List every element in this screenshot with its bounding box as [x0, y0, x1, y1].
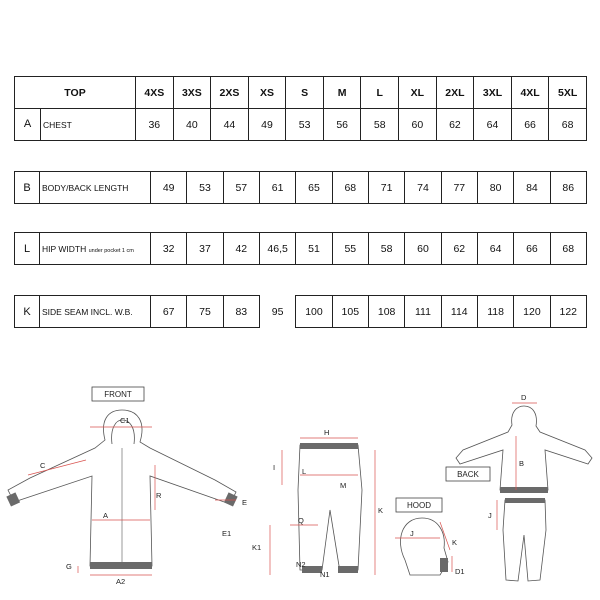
hood-label: HOOD — [407, 501, 431, 510]
table-row-body-length — [14, 171, 587, 204]
table-cell: 49 — [248, 109, 286, 141]
back-trousers-figure — [488, 498, 546, 581]
mark-c1: C1 — [120, 416, 130, 425]
size-col-5xl: 5XL — [549, 77, 587, 109]
table-cell: 62 — [436, 109, 474, 141]
back-label: BACK — [457, 470, 479, 479]
size-col-4xl: 4XL — [511, 77, 549, 109]
table-cell: 62 — [441, 233, 477, 265]
table-cell: 68 — [549, 109, 587, 141]
size-col-l: L — [361, 77, 399, 109]
table-cell: 60 — [405, 233, 441, 265]
table-cell: 58 — [368, 233, 404, 265]
table-cell: 51 — [296, 233, 332, 265]
table-cell: 57 — [223, 172, 259, 204]
trousers-figure — [252, 428, 383, 579]
size-col-xs: XS — [248, 77, 286, 109]
table-row-side-seam — [14, 295, 587, 328]
mark-n2: N2 — [296, 560, 306, 569]
mark-hood-k: K — [452, 538, 458, 547]
mark-i: I — [273, 463, 276, 472]
table-cell: 122 — [550, 296, 586, 328]
table-cell: 37 — [187, 233, 223, 265]
mark-r: R — [156, 491, 162, 500]
mark-m: M — [340, 481, 347, 490]
row-letter: B — [15, 172, 40, 204]
mark-k1: K1 — [252, 543, 262, 552]
mark-j: J — [488, 511, 492, 520]
table-cell: 66 — [514, 233, 550, 265]
row-letter: K — [15, 296, 40, 328]
table-cell: 55 — [332, 233, 368, 265]
table-cell: 58 — [361, 109, 399, 141]
mark-g: G — [66, 562, 72, 571]
table-cell: 83 — [223, 296, 259, 328]
mark-a2: A2 — [116, 577, 126, 586]
table-cell: 68 — [550, 233, 586, 265]
table-title: TOP — [15, 77, 136, 109]
table-cell: 36 — [136, 109, 174, 141]
table-cell: 44 — [211, 109, 249, 141]
table-cell: 42 — [223, 233, 259, 265]
table-cell: 61 — [259, 172, 295, 204]
table-cell: 67 — [151, 296, 187, 328]
hoodie-front-figure — [6, 410, 247, 586]
table-cell: 95 — [271, 305, 284, 318]
size-col-3xl: 3XL — [474, 77, 512, 109]
mark-hood-j: J — [410, 529, 414, 538]
table-row-hip-width — [14, 232, 587, 265]
garment-measurement-diagram — [0, 370, 600, 600]
table-cell: 80 — [477, 172, 513, 204]
row-letter: A — [15, 109, 41, 140]
table-cell: 105 — [332, 296, 368, 328]
table-cell: 86 — [550, 172, 586, 204]
table-cell: 56 — [323, 109, 361, 141]
row-letter: L — [15, 233, 40, 265]
row-label-note: under pocket 1 cm — [88, 247, 134, 254]
mark-c: C — [40, 461, 46, 470]
size-col-2xs: 2XS — [211, 77, 249, 109]
size-header-table — [14, 76, 587, 141]
table-cell: 120 — [514, 296, 550, 328]
mark-k: K — [378, 506, 384, 515]
table-cell: 77 — [441, 172, 477, 204]
table-cell: 64 — [474, 109, 512, 141]
table-cell: 46,5 — [259, 233, 295, 265]
mark-e1: E1 — [222, 529, 232, 538]
table-cell: 100 — [296, 296, 332, 328]
table-cell: 40 — [173, 109, 211, 141]
table-cell: 32 — [151, 233, 187, 265]
table-cell: 71 — [368, 172, 404, 204]
row-label: CHEST — [43, 119, 72, 130]
table-cell: 75 — [187, 296, 223, 328]
table-cell: 49 — [151, 172, 187, 204]
size-col-3xs: 3XS — [173, 77, 211, 109]
table-cell: 64 — [477, 233, 513, 265]
table-cell: 66 — [511, 109, 549, 141]
row-label: BODY/BACK LENGTH — [40, 172, 151, 204]
table-cell: 114 — [441, 296, 477, 328]
mark-b: B — [519, 459, 525, 468]
hood-figure — [395, 518, 465, 576]
mark-e: E — [242, 498, 248, 507]
mark-n1: N1 — [320, 570, 330, 579]
size-col-2xl: 2XL — [436, 77, 474, 109]
table-cell: 53 — [187, 172, 223, 204]
table-cell: 60 — [399, 109, 437, 141]
table-cell: 74 — [405, 172, 441, 204]
table-cell: 108 — [368, 296, 404, 328]
size-col-s: S — [286, 77, 324, 109]
size-col-xl: XL — [399, 77, 437, 109]
table-cell: 68 — [332, 172, 368, 204]
table-cell: 53 — [286, 109, 324, 141]
front-label: FRONT — [104, 390, 132, 399]
mark-a: A — [103, 511, 109, 520]
mark-l: L — [302, 467, 307, 476]
table-cell: 84 — [514, 172, 550, 204]
row-label: SIDE SEAM INCL. W.B. — [40, 296, 151, 328]
table-cell: 65 — [296, 172, 332, 204]
row-label: HIP WIDTH — [42, 243, 87, 254]
mark-q: Q — [298, 516, 304, 525]
size-col-m: M — [323, 77, 361, 109]
mark-d1: D1 — [455, 567, 465, 576]
table-cell: 118 — [477, 296, 513, 328]
table-row-chest — [15, 109, 587, 141]
mark-h: H — [324, 428, 330, 437]
mark-d: D — [521, 393, 527, 402]
table-cell: 111 — [405, 296, 441, 328]
size-col-4xs: 4XS — [136, 77, 174, 109]
